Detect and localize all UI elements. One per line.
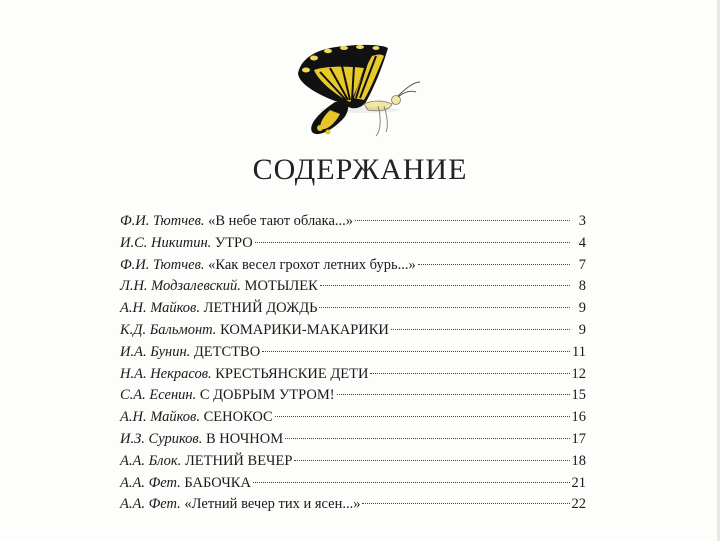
toc-author: А.А. Фет. bbox=[120, 474, 181, 491]
toc-author: А.А. Блок. bbox=[120, 452, 182, 469]
toc-author: К.Д. Бальмонт. bbox=[120, 321, 217, 338]
toc-entry[interactable] bbox=[120, 473, 586, 495]
toc-title: БАБОЧКА bbox=[184, 474, 251, 491]
toc-page-number: 7 bbox=[578, 256, 586, 273]
toc-author: А.А. Фет. bbox=[120, 496, 181, 513]
toc-entry[interactable] bbox=[120, 494, 586, 516]
toc-author: И.А. Бунин. bbox=[120, 343, 191, 360]
toc-author: С.А. Есенин. bbox=[120, 387, 197, 404]
toc-author: Ф.И. Тютчев. bbox=[120, 256, 205, 273]
toc-dot-leader bbox=[285, 438, 569, 439]
toc-page-number: 21 bbox=[571, 474, 586, 491]
toc-entry[interactable] bbox=[120, 320, 586, 342]
toc-page-number: 11 bbox=[572, 343, 586, 360]
toc-dot-leader bbox=[294, 460, 569, 461]
toc-author: Л.Н. Модзалевский. bbox=[120, 278, 241, 295]
toc-page-number: 17 bbox=[571, 430, 586, 447]
toc-title: В НОЧНОМ bbox=[205, 430, 284, 447]
toc-page-number: 9 bbox=[578, 300, 586, 317]
toc-author: И.З. Суриков. bbox=[120, 430, 203, 447]
toc-entry[interactable] bbox=[120, 451, 586, 473]
toc-entry[interactable] bbox=[120, 276, 586, 298]
toc-title: «Летний вечер тих и ясен...» bbox=[184, 496, 361, 513]
toc-author: А.Н. Майков. bbox=[120, 300, 200, 317]
toc-title: УТРО bbox=[214, 234, 253, 251]
toc-author: Н.А. Некрасов. bbox=[120, 365, 212, 382]
toc-entry[interactable] bbox=[120, 233, 586, 255]
toc-title: ЛЕТНИЙ ДОЖДЬ bbox=[203, 300, 318, 317]
table-of-contents bbox=[120, 211, 586, 516]
toc-entry[interactable] bbox=[120, 298, 586, 320]
toc-dot-leader bbox=[370, 373, 569, 374]
toc-author: Ф.И. Тютчев. bbox=[120, 213, 205, 229]
toc-entry[interactable] bbox=[120, 385, 586, 407]
toc-title: КРЕСТЬЯНСКИЕ ДЕТИ bbox=[215, 365, 369, 382]
toc-title: КОМАРИКИ-МАКАРИКИ bbox=[220, 321, 389, 338]
toc-entry[interactable] bbox=[120, 211, 586, 233]
toc-dot-leader bbox=[262, 351, 570, 352]
toc-page-number: 18 bbox=[571, 452, 586, 469]
toc-dot-leader bbox=[355, 220, 570, 221]
toc-page-number: 4 bbox=[578, 234, 586, 251]
toc-entry[interactable] bbox=[120, 364, 586, 386]
toc-author: А.Н. Майков. bbox=[120, 409, 200, 426]
toc-entry[interactable] bbox=[120, 407, 586, 429]
toc-title: «В небе тают облака...» bbox=[208, 213, 354, 229]
toc-page-number: 15 bbox=[571, 387, 586, 404]
toc-page-number: 12 bbox=[571, 365, 586, 382]
toc-dot-leader bbox=[362, 503, 569, 504]
toc-dot-leader bbox=[253, 482, 570, 483]
toc-entry[interactable] bbox=[120, 342, 586, 364]
toc-dot-leader bbox=[418, 264, 570, 265]
toc-page-number: 9 bbox=[578, 321, 586, 338]
toc-dot-leader bbox=[319, 307, 570, 308]
toc-dot-leader bbox=[391, 329, 570, 330]
toc-title: СЕНОКОС bbox=[203, 409, 273, 426]
toc-title: МОТЫЛЕК bbox=[244, 278, 318, 295]
toc-entry[interactable] bbox=[120, 255, 586, 277]
toc-page-number: 16 bbox=[571, 409, 586, 426]
toc-author: И.С. Никитин. bbox=[120, 234, 212, 251]
toc-entry[interactable] bbox=[120, 429, 586, 451]
toc-dot-leader bbox=[320, 285, 570, 286]
toc-title: ЛЕТНИЙ ВЕЧЕР bbox=[184, 452, 293, 469]
toc-dot-leader bbox=[337, 394, 570, 395]
toc-page-number: 8 bbox=[578, 278, 586, 295]
toc-dot-leader bbox=[255, 242, 570, 243]
toc-title: ДЕТСТВО bbox=[193, 343, 261, 360]
toc-dot-leader bbox=[275, 416, 570, 417]
toc-title: С ДОБРЫМ УТРОМ! bbox=[199, 387, 335, 404]
butterfly-icon bbox=[280, 40, 430, 140]
toc-title: «Как весел грохот летних бурь...» bbox=[208, 256, 416, 273]
toc-page-number: 22 bbox=[571, 496, 586, 513]
page-title: СОДЕРЖАНИЕ bbox=[252, 153, 468, 186]
toc-page-number: 3 bbox=[578, 213, 586, 229]
